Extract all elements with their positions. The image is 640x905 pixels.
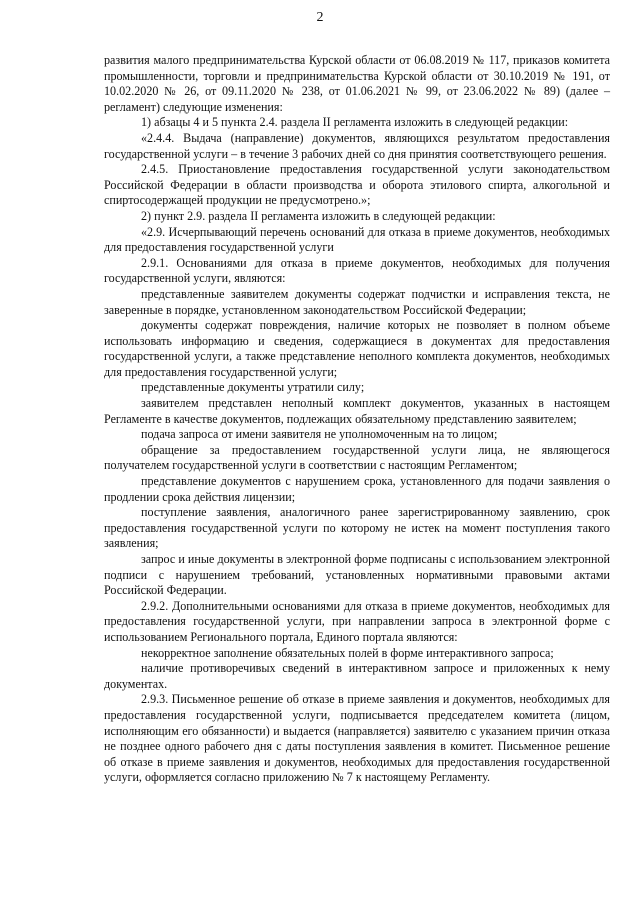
list-item: документы содержат повреждения, наличие которых не позволяет в полном объеме использовать информацию и сведения, содержащиеся в документах для предоставления государственной услуги, а также представление неполного комплекта документов, необходимых для предоставления государственной услуги;	[104, 318, 610, 379]
list-item: подача запроса от имени заявителя не уполномоченным на то лицом;	[141, 427, 498, 442]
paragraph-2-9-3: 2.9.3. Письменное решение об отказе в приеме заявления и документов, необходимых для предоставления государственной услуги, подписывается председателем комитета (лицом, исполняющим его обязанности) и выдается (направляется) заявителю с указанием причин отказа не позднее одного рабочего дня с даты поступления заявления в комитет. Письменное решение об отказе в приеме заявления и документов, необходимых для предоставления государственной услуги, оформляется согласно приложению № 7 к настоящему Регламенту.	[104, 692, 610, 785]
paragraph-2-4-4: «2.4.4. Выдача (направление) документов, являющихся результатом предоставления государственной услуги – в течение 3 рабочих дней со дня принятия соответствующего решения.	[104, 130, 610, 161]
paragraph-item-1: 1) абзацы 4 и 5 пункта 2.4. раздела II регламента изложить в следующей редакции:	[141, 115, 569, 130]
paragraph-item-2: 2) пункт 2.9. раздела II регламента изложить в следующей редакции:	[141, 208, 496, 223]
list-item: поступление заявления, аналогичного ранее зарегистрированному заявлению, срок предоставления государственной услуги по которому не истек на момент поступления такого заявления;	[104, 505, 610, 551]
list-item: представленные документы утратили силу;	[141, 380, 365, 395]
paragraph-2-4-5: 2.4.5. Приостановление предоставления государственной услуги законодательством Российской Федерации в области производства и оборота этилового спирта, алкогольной и спиртосодержащей продукции не предусмотрено.»;	[104, 162, 610, 208]
list-item: некорректное заполнение обязательных полей в форме интерактивного запроса;	[141, 645, 554, 660]
paragraph-2-9-heading: «2.9. Исчерпывающий перечень оснований для отказа в приеме документов, необходимых для предоставления государственной услуги	[104, 224, 610, 255]
paragraph-2-9-1: 2.9.1. Основаниями для отказа в приеме документов, необходимых для получения государственной услуги, являются:	[104, 255, 610, 286]
list-item: запрос и иные документы в электронной форме подписаны с использованием электронной подписи с нарушением требований, установленных нормативными правовыми актами Российской Федерации.	[104, 552, 610, 598]
list-item: заявителем представлен неполный комплект документов, указанных в настоящем Регламенте в качестве документов, подлежащих обязательному представлению заявителем;	[104, 396, 610, 426]
page-number: 2	[316, 10, 324, 25]
list-item: обращение за предоставлением государственной услуги лица, не являющегося получателем государственной услуги в соответствии с настоящим Регламентом;	[104, 442, 610, 473]
list-item: наличие противоречивых сведений в интерактивном запросе и приложенных к нему документах.	[104, 661, 610, 691]
paragraph-2-9-2: 2.9.2. Дополнительными основаниями для отказа в приеме документов, необходимых для предоставления государственной услуги, при направлении запроса в электронной форме с использованием Регионального портала, Единого портала являются:	[104, 598, 610, 644]
list-item: представленные заявителем документы содержат подчистки и исправления текста, не заверенные в порядке, установленном законодательством Российской Федерации;	[104, 286, 610, 317]
document-body	[104, 53, 610, 786]
paragraph-intro: развития малого предпринимательства Курской области от 06.08.2019 № 117, приказов комитета промышленности, торговли и предпринимательства Курской области от 30.10.2019 № 191, от 10.02.2020 № 26, от 09.11.2020 № 238, от 01.06.2021 № 99, от 23.06.2022 № 89) (далее – регламент) следующие изменения:	[104, 53, 610, 114]
list-item: представление документов с нарушением срока, установленного для подачи заявления о продлении срока действия лицензии;	[104, 474, 610, 504]
